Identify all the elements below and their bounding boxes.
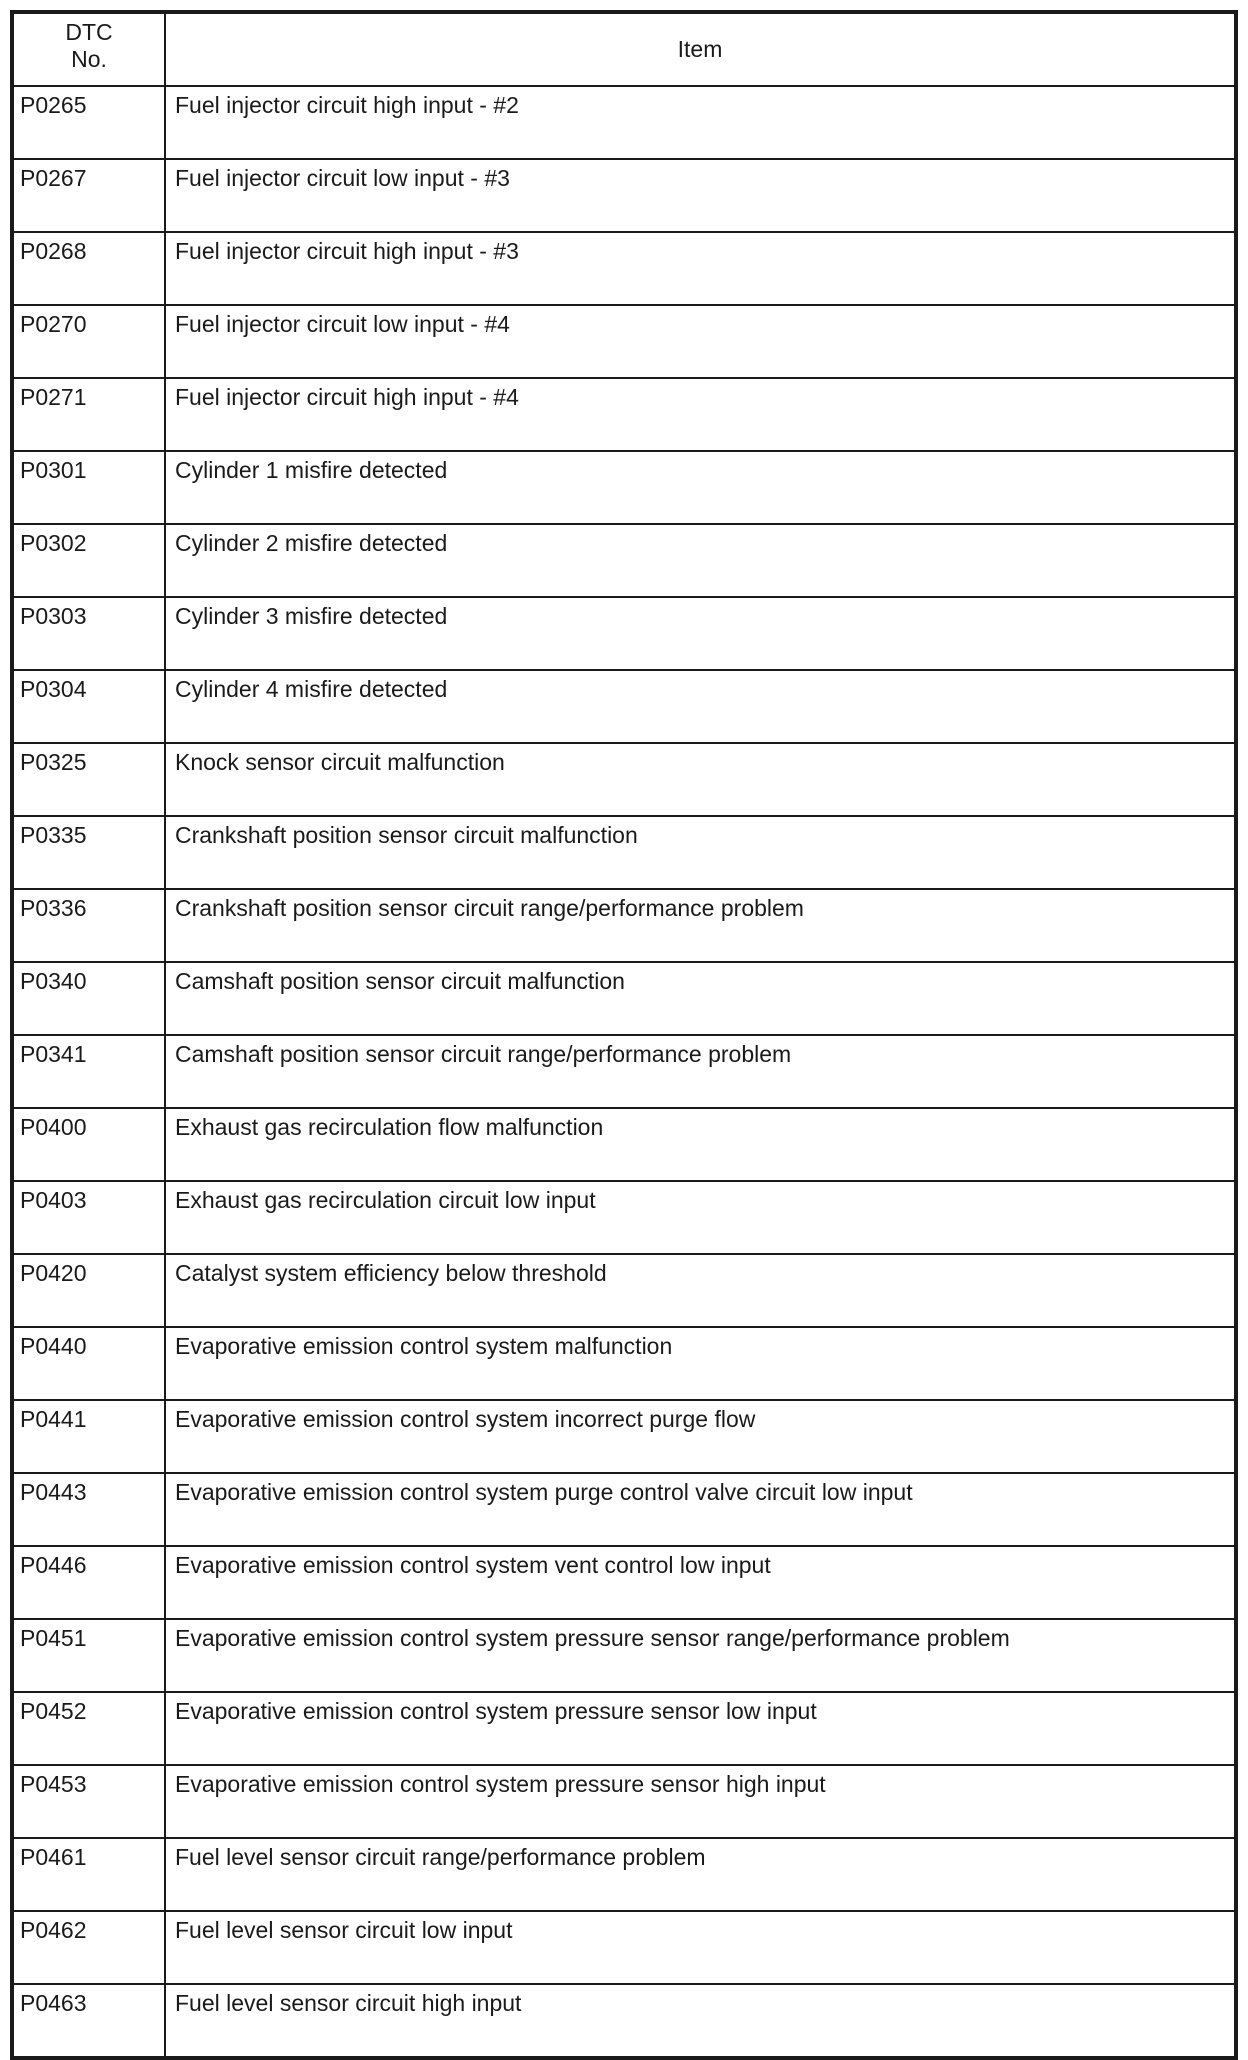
table-row — [12, 1984, 1236, 2058]
table-row — [12, 378, 1236, 451]
table-row — [12, 232, 1236, 305]
dtc-code-cell: P0463 — [12, 1984, 165, 2058]
dtc-item-cell: Fuel level sensor circuit high input — [165, 1984, 1236, 2058]
table-row — [12, 962, 1236, 1035]
dtc-code-cell: P0461 — [12, 1838, 165, 1911]
table-row — [12, 1473, 1236, 1546]
dtc-item-cell: Exhaust gas recirculation flow malfunction — [165, 1108, 1236, 1181]
dtc-table — [10, 10, 1238, 2060]
table-row — [12, 1327, 1236, 1400]
dtc-item-cell: Camshaft position sensor circuit malfunction — [165, 962, 1236, 1035]
dtc-item-cell: Evaporative emission control system purge control valve circuit low input — [165, 1473, 1236, 1546]
dtc-code-cell: P0325 — [12, 743, 165, 816]
dtc-code-cell: P0271 — [12, 378, 165, 451]
dtc-code-cell: P0335 — [12, 816, 165, 889]
dtc-code-cell: P0451 — [12, 1619, 165, 1692]
table-row — [12, 816, 1236, 889]
dtc-item-cell: Cylinder 1 misfire detected — [165, 451, 1236, 524]
dtc-item-cell: Cylinder 3 misfire detected — [165, 597, 1236, 670]
table-row — [12, 1035, 1236, 1108]
table-row — [12, 889, 1236, 962]
dtc-code-cell: P0453 — [12, 1765, 165, 1838]
dtc-item-cell: Evaporative emission control system pressure sensor range/performance problem — [165, 1619, 1236, 1692]
header-row — [12, 12, 1236, 86]
table-row — [12, 1546, 1236, 1619]
dtc-item-cell: Evaporative emission control system pressure sensor low input — [165, 1692, 1236, 1765]
header-dtc-line: DTC — [65, 19, 113, 45]
dtc-item-cell: Catalyst system efficiency below threshold — [165, 1254, 1236, 1327]
dtc-code-cell: P0420 — [12, 1254, 165, 1327]
table-row — [12, 670, 1236, 743]
dtc-code-cell: P0302 — [12, 524, 165, 597]
dtc-code-cell: P0336 — [12, 889, 165, 962]
dtc-code-cell: P0267 — [12, 159, 165, 232]
dtc-item-cell: Crankshaft position sensor circuit malfunction — [165, 816, 1236, 889]
dtc-code-cell: P0441 — [12, 1400, 165, 1473]
dtc-code-cell: P0440 — [12, 1327, 165, 1400]
dtc-item-cell: Evaporative emission control system pressure sensor high input — [165, 1765, 1236, 1838]
table-row — [12, 743, 1236, 816]
dtc-item-cell: Fuel level sensor circuit range/performance problem — [165, 1838, 1236, 1911]
table-row — [12, 1181, 1236, 1254]
table-row — [12, 159, 1236, 232]
table-row — [12, 1254, 1236, 1327]
dtc-code-cell: P0265 — [12, 86, 165, 159]
table-row — [12, 524, 1236, 597]
dtc-item-cell: Fuel level sensor circuit low input — [165, 1911, 1236, 1984]
dtc-item-cell: Fuel injector circuit high input - #3 — [165, 232, 1236, 305]
dtc-code-cell: P0400 — [12, 1108, 165, 1181]
header-dtc-no — [12, 12, 165, 86]
table-row — [12, 597, 1236, 670]
dtc-code-cell: P0403 — [12, 1181, 165, 1254]
dtc-item-cell: Camshaft position sensor circuit range/performance problem — [165, 1035, 1236, 1108]
dtc-code-cell: P0303 — [12, 597, 165, 670]
table-row — [12, 1619, 1236, 1692]
dtc-code-cell: P0462 — [12, 1911, 165, 1984]
header-no-line: No. — [71, 46, 107, 72]
dtc-code-cell: P0301 — [12, 451, 165, 524]
dtc-item-cell: Fuel injector circuit high input - #2 — [165, 86, 1236, 159]
dtc-item-cell: Fuel injector circuit low input - #4 — [165, 305, 1236, 378]
dtc-code-cell: P0446 — [12, 1546, 165, 1619]
table-row — [12, 1838, 1236, 1911]
dtc-code-cell: P0268 — [12, 232, 165, 305]
dtc-item-cell: Evaporative emission control system incorrect purge flow — [165, 1400, 1236, 1473]
table-row — [12, 1692, 1236, 1765]
table-row — [12, 451, 1236, 524]
dtc-item-cell: Evaporative emission control system malfunction — [165, 1327, 1236, 1400]
dtc-code-cell: P0341 — [12, 1035, 165, 1108]
table-row — [12, 1108, 1236, 1181]
dtc-item-cell: Cylinder 4 misfire detected — [165, 670, 1236, 743]
dtc-item-cell: Evaporative emission control system vent control low input — [165, 1546, 1236, 1619]
dtc-code-cell: P0443 — [12, 1473, 165, 1546]
table-row — [12, 86, 1236, 159]
dtc-item-cell: Cylinder 2 misfire detected — [165, 524, 1236, 597]
dtc-code-cell: P0270 — [12, 305, 165, 378]
dtc-item-cell: Fuel injector circuit low input - #3 — [165, 159, 1236, 232]
dtc-item-cell: Knock sensor circuit malfunction — [165, 743, 1236, 816]
dtc-item-cell: Exhaust gas recirculation circuit low input — [165, 1181, 1236, 1254]
table-row — [12, 1911, 1236, 1984]
dtc-item-cell: Crankshaft position sensor circuit range/performance problem — [165, 889, 1236, 962]
dtc-code-cell: P0304 — [12, 670, 165, 743]
table-header — [12, 12, 1236, 86]
header-item: Item — [165, 12, 1236, 86]
dtc-item-cell: Fuel injector circuit high input - #4 — [165, 378, 1236, 451]
table-row — [12, 1400, 1236, 1473]
table-body — [12, 86, 1236, 2058]
table-row — [12, 305, 1236, 378]
table-row — [12, 1765, 1236, 1838]
dtc-code-cell: P0340 — [12, 962, 165, 1035]
dtc-code-cell: P0452 — [12, 1692, 165, 1765]
